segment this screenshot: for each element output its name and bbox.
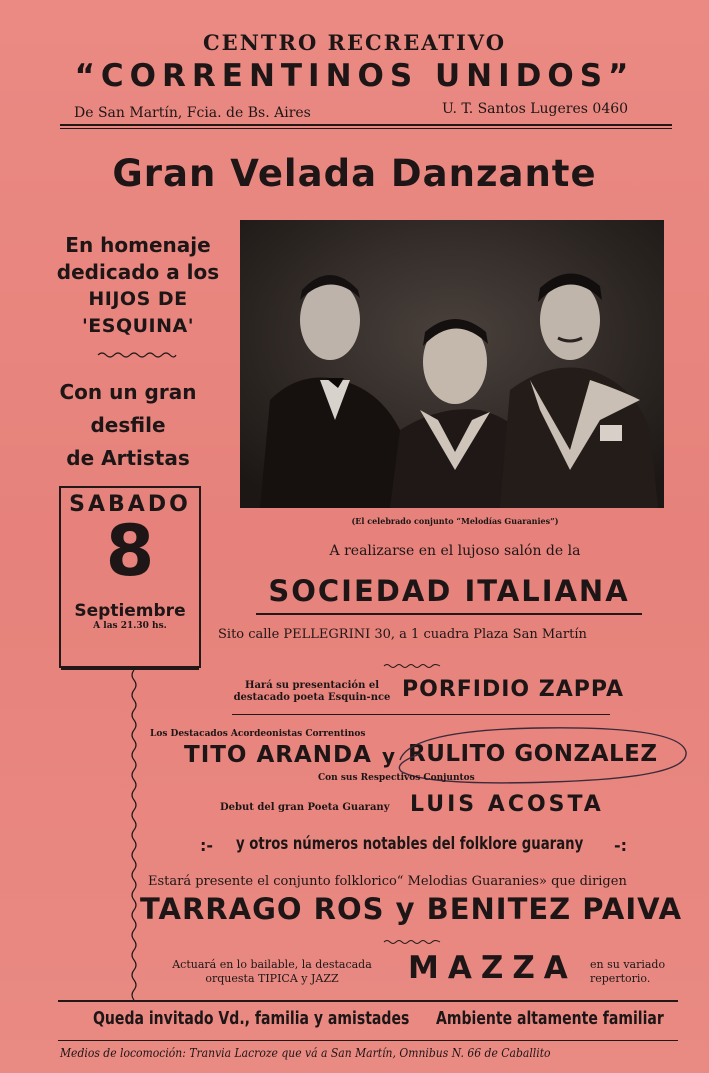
- venue-name: SOCIEDAD ITALIANA: [268, 574, 630, 608]
- conjuntos-text: Con sus Respectivos Conjuntos: [318, 773, 475, 783]
- desfile-line1: Con un gran: [59, 380, 197, 404]
- acosta-name: LUIS ACOSTA: [410, 792, 604, 817]
- melodias-text: Estará presente el conjunto folklorico“ Melodias Guaranies» que dirigen: [148, 874, 627, 889]
- group-photo: [240, 220, 664, 508]
- header-rule: [60, 124, 672, 126]
- zappa-name: PORFIDIO ZAPPA: [402, 677, 625, 702]
- org-line: CENTRO RECREATIVO: [202, 30, 507, 55]
- transport-text: Medios de locomoción: Tranvia Lacroze que vá a San Martín, Omnibus N. 66 de Caballito: [60, 1046, 551, 1060]
- otros-text: y otros números notables del folklore guarany: [236, 834, 584, 854]
- mazza-outro: [590, 958, 665, 986]
- venue-underline: [256, 613, 642, 615]
- org-name: “CORRENTINOS UNIDOS”: [74, 58, 635, 94]
- zappa-underline: [232, 714, 610, 715]
- date-box: [59, 486, 201, 668]
- phone-text: U. T. Santos Lugeres 0460: [442, 101, 629, 117]
- zappa-intro-2: destacado poeta Esquin-nce: [233, 692, 391, 703]
- y-connector-1: y: [382, 744, 396, 768]
- mazza-intro-1: Actuará en lo bailable, la destacada: [172, 958, 372, 971]
- zappa-intro: [232, 680, 392, 704]
- desfile-block: [40, 376, 216, 475]
- homenaje-line2: dedicado a los: [56, 260, 220, 284]
- group-photo-image: [240, 220, 664, 508]
- photo-caption: (El celebrado conjunto “Melodías Guaranies”): [351, 516, 559, 526]
- mazza-name: MAZZA: [408, 950, 577, 986]
- venue-intro: A realizarse en el lujoso salón de la: [329, 543, 581, 559]
- squiggle-ornament-3: [382, 938, 442, 946]
- directors-names: TARRAGO ROS y BENITEZ PAIVA: [140, 892, 683, 926]
- mazza-intro-2: orquesta TIPICA y JAZZ: [205, 972, 339, 985]
- gonzalez-name: RULITO GONZALEZ: [408, 741, 658, 767]
- date-time: A las 21.30 hs.: [93, 621, 167, 631]
- squiggle-ornament-1: [96, 350, 178, 360]
- mazza-outro-2: repertorio.: [590, 972, 651, 985]
- ambiente-text: Ambiente altamente familiar: [436, 1008, 664, 1029]
- otros-left-mark: :-: [200, 836, 214, 855]
- date-weekday: SABADO: [69, 492, 191, 517]
- acordeon-intro: Los Destacados Acordeonistas Correntinos: [150, 729, 366, 739]
- footer-rule: [58, 1000, 678, 1002]
- squiggle-ornament-2: [382, 662, 442, 670]
- homenaje-line3: HIJOS DE 'ESQUINA': [81, 288, 195, 337]
- vertical-squiggle: [128, 670, 140, 1000]
- footer-rule-2: [58, 1040, 678, 1041]
- location-text: De San Martín, Fcia. de Bs. Aires: [74, 105, 311, 121]
- desfile-line3: de Artistas: [66, 446, 190, 470]
- invite-text: Queda invitado Vd., familia y amistades: [93, 1008, 410, 1029]
- mazza-intro: [142, 958, 402, 986]
- date-month: Septiembre: [74, 601, 186, 621]
- header-rule-thin: [60, 128, 672, 129]
- date-day: 8: [105, 510, 155, 592]
- venue-address: Sito calle PELLEGRINI 30, a 1 cuadra Plaza San Martín: [218, 627, 587, 642]
- desfile-line2: desfile: [90, 413, 166, 437]
- acosta-intro: Debut del gran Poeta Guarany: [220, 802, 390, 813]
- homenaje-line1: En homenaje: [65, 233, 211, 257]
- event-title: Gran Velada Danzante: [112, 152, 597, 195]
- otros-right-mark: -:: [614, 836, 628, 855]
- zappa-intro-1: Hará su presentación el: [245, 680, 379, 691]
- homenaje-block: [40, 232, 236, 340]
- mazza-outro-1: en su variado: [590, 958, 666, 971]
- aranda-name: TITO ARANDA: [184, 742, 372, 768]
